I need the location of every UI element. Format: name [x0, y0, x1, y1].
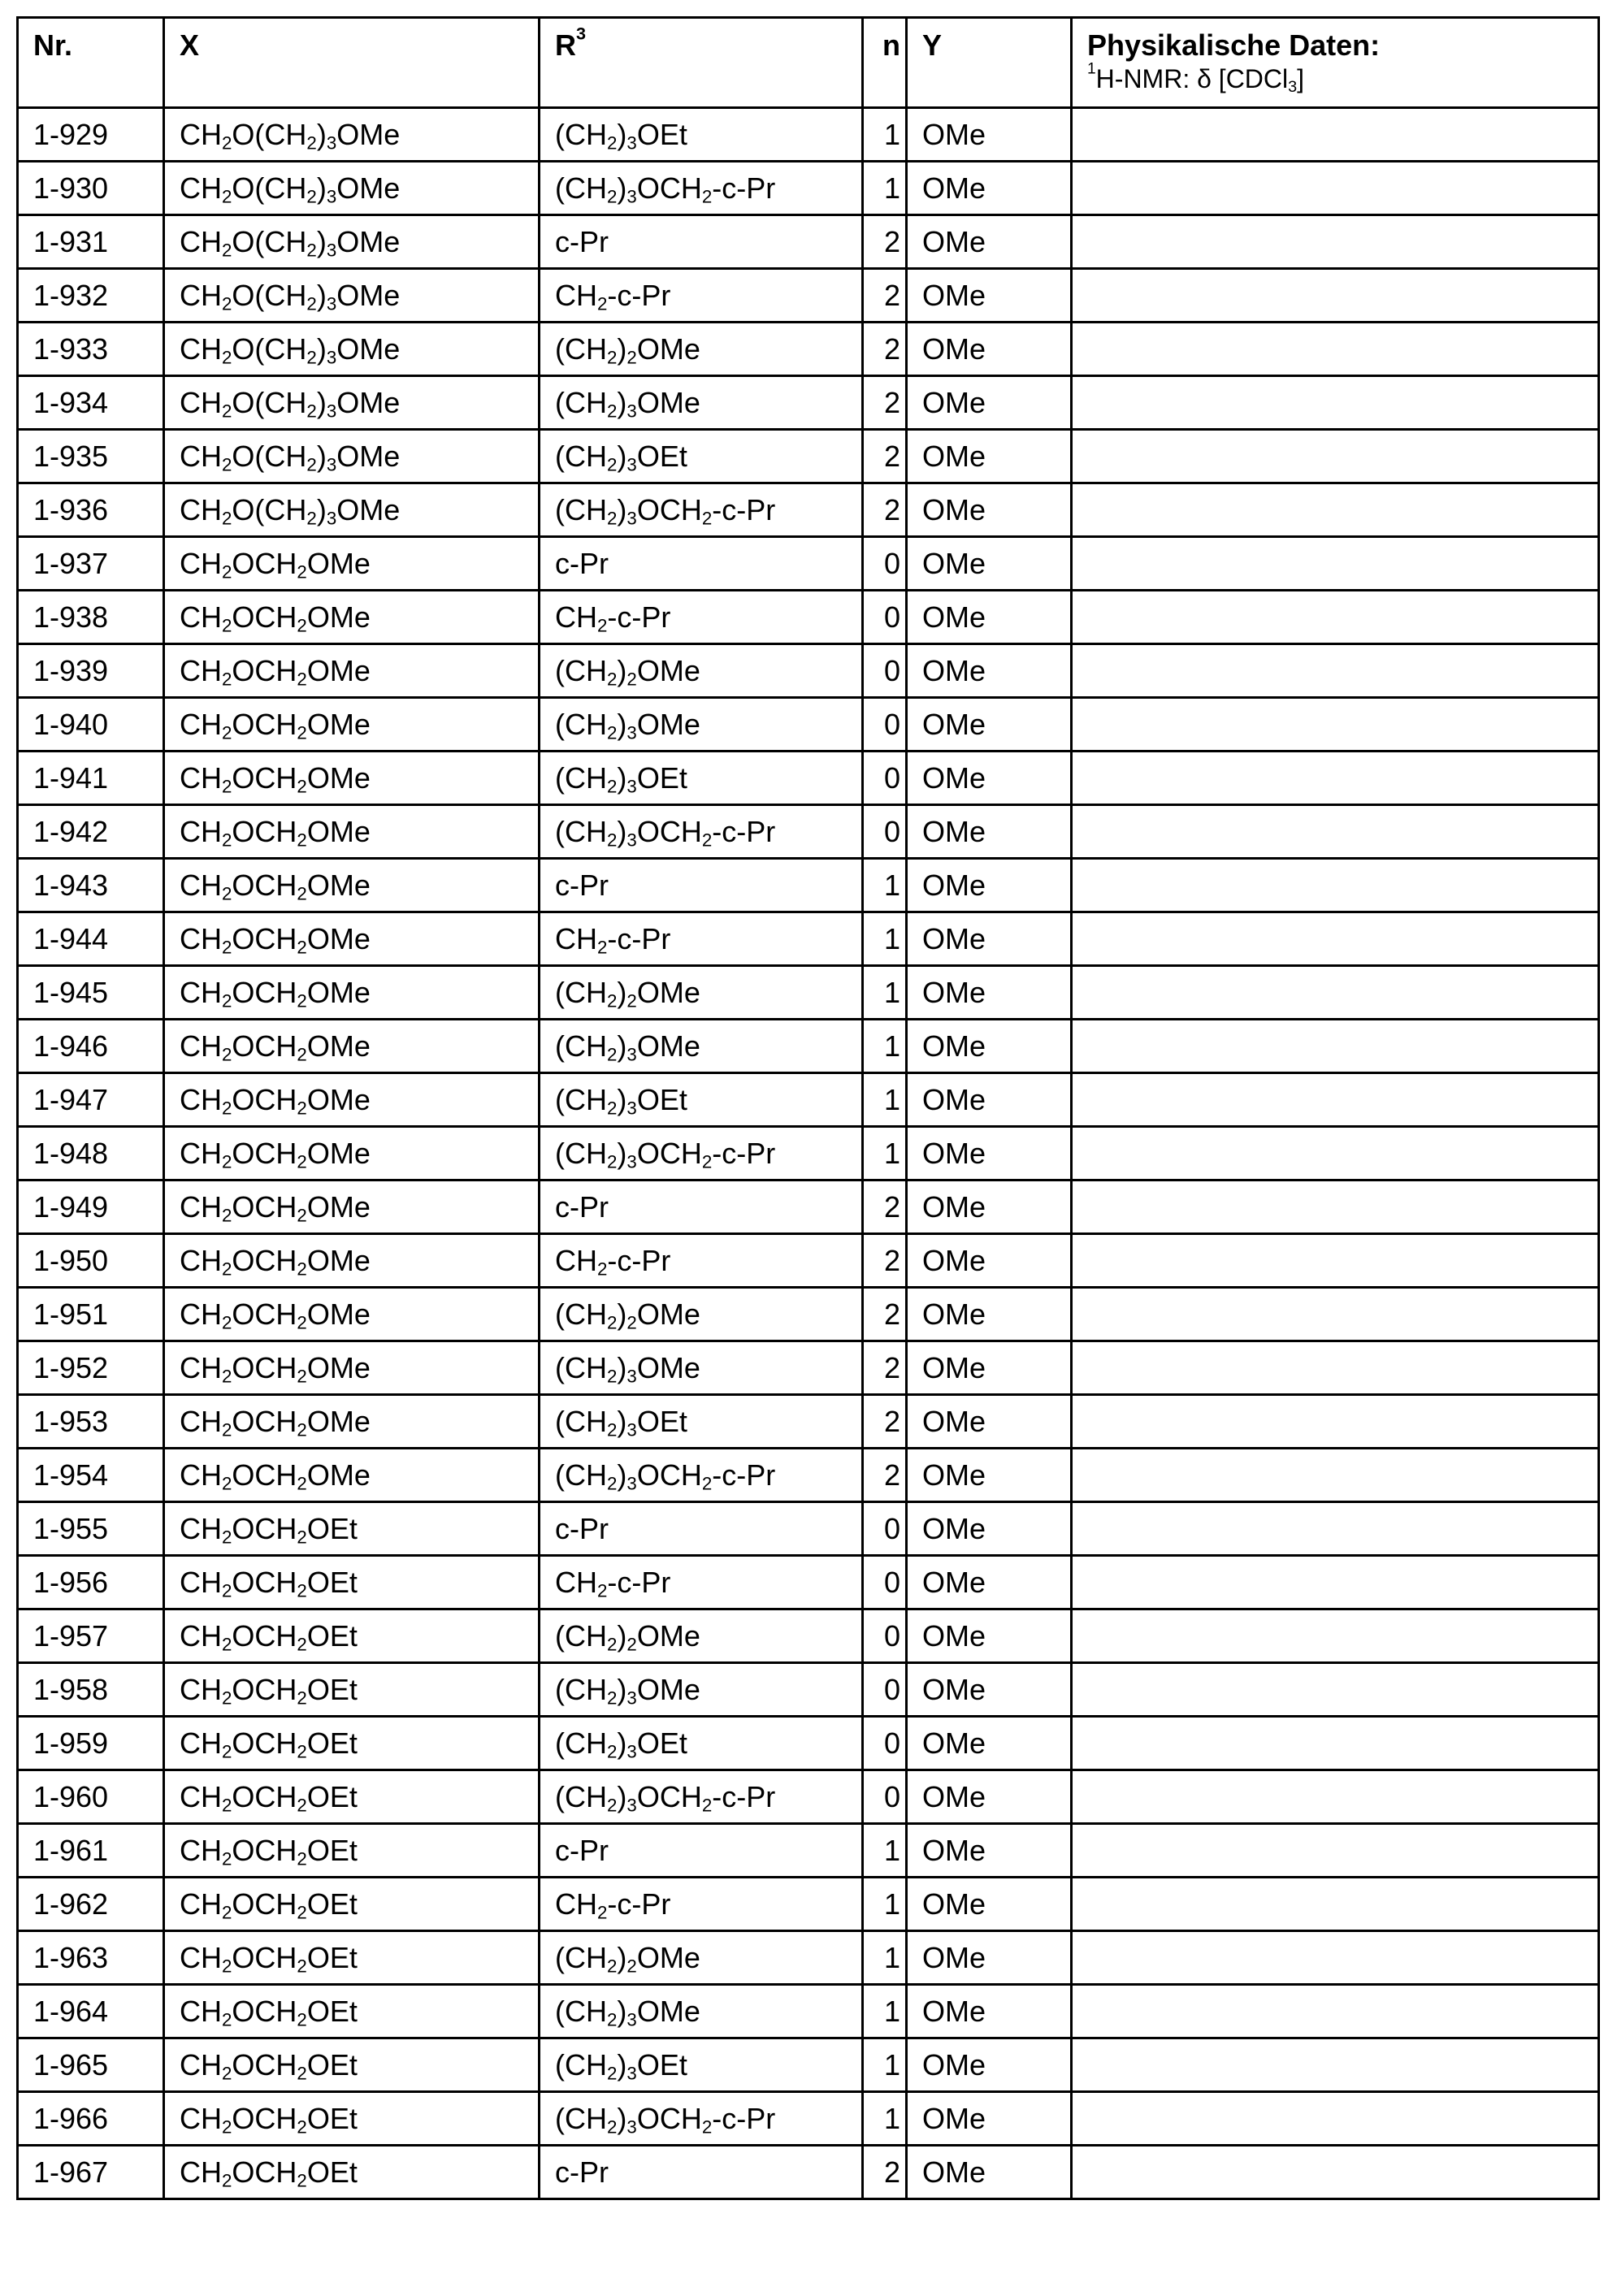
cell-x: $CH_2OCH_2OMe$	[164, 698, 540, 752]
cell-nr: 1-940	[18, 698, 164, 752]
cell-x: $CH_2O(CH_2)_3OMe$	[164, 483, 540, 537]
cell-nr: 1-935	[18, 430, 164, 483]
cell-physical-data	[1072, 859, 1599, 912]
table-row	[18, 2092, 1599, 2146]
cell-y: OMe	[907, 966, 1072, 1020]
table-row	[18, 1020, 1599, 1073]
cell-nr: 1-957	[18, 1609, 164, 1663]
cell-nr: 1-956	[18, 1556, 164, 1609]
cell-x: $CH_2OCH_2OMe$	[164, 1449, 540, 1502]
table-row	[18, 537, 1599, 591]
cell-r3: $(CH_2)_3OEt$	[540, 1395, 863, 1449]
cell-physical-data	[1072, 1663, 1599, 1717]
cell-r3: $(CH_2)_3OEt$	[540, 430, 863, 483]
cell-n: 0	[863, 805, 907, 859]
cell-nr: 1-960	[18, 1770, 164, 1824]
cell-nr: 1-930	[18, 162, 164, 215]
nmr-end: ]	[1297, 64, 1305, 93]
table-header	[18, 18, 1599, 108]
cell-n: 2	[863, 323, 907, 376]
cell-x: $CH_2OCH_2OMe$	[164, 1288, 540, 1341]
cell-n: 2	[863, 1449, 907, 1502]
cell-nr: 1-963	[18, 1931, 164, 1985]
header-n: n	[863, 18, 907, 108]
cell-nr: 1-944	[18, 912, 164, 966]
table-row	[18, 1609, 1599, 1663]
cell-r3: c-Pr	[540, 537, 863, 591]
cell-physical-data	[1072, 483, 1599, 537]
cell-physical-data	[1072, 1824, 1599, 1878]
cell-n: 1	[863, 1127, 907, 1180]
cell-nr: 1-958	[18, 1663, 164, 1717]
cell-r3: $CH_2-c-Pr$	[540, 269, 863, 323]
cell-n: 1	[863, 1020, 907, 1073]
table-row	[18, 323, 1599, 376]
cell-y: OMe	[907, 2038, 1072, 2092]
cell-y: OMe	[907, 1824, 1072, 1878]
cell-y: OMe	[907, 805, 1072, 859]
header-nr: Nr.	[18, 18, 164, 108]
cell-nr: 1-952	[18, 1341, 164, 1395]
header-r3-sup: 3	[576, 23, 587, 44]
cell-physical-data	[1072, 162, 1599, 215]
header-r3-base: R	[555, 28, 576, 62]
table-row	[18, 1127, 1599, 1180]
cell-nr: 1-954	[18, 1449, 164, 1502]
cell-y: OMe	[907, 859, 1072, 912]
cell-physical-data	[1072, 430, 1599, 483]
cell-n: 2	[863, 430, 907, 483]
cell-n: 2	[863, 483, 907, 537]
cell-physical-data	[1072, 698, 1599, 752]
cell-n: 0	[863, 752, 907, 805]
header-nmr-label	[1087, 60, 1597, 96]
cell-n: 1	[863, 1985, 907, 2038]
cell-y: OMe	[907, 2092, 1072, 2146]
cell-x: $CH_2OCH_2OEt$	[164, 1985, 540, 2038]
table-row	[18, 912, 1599, 966]
cell-nr: 1-951	[18, 1288, 164, 1341]
header-x: X	[164, 18, 540, 108]
cell-x: $CH_2O(CH_2)_3OMe$	[164, 108, 540, 162]
cell-n: 2	[863, 2146, 907, 2199]
cell-r3: c-Pr	[540, 1180, 863, 1234]
table-row	[18, 1395, 1599, 1449]
table-row	[18, 2146, 1599, 2199]
nmr-sub: 3	[1288, 77, 1298, 96]
cell-r3: $(CH_2)_3OMe$	[540, 1663, 863, 1717]
table-row	[18, 1878, 1599, 1931]
cell-n: 0	[863, 1556, 907, 1609]
cell-n: 2	[863, 1288, 907, 1341]
cell-x: $CH_2OCH_2OMe$	[164, 752, 540, 805]
cell-r3: $(CH_2)_3OMe$	[540, 1341, 863, 1395]
cell-r3: $(CH_2)_3OEt$	[540, 1717, 863, 1770]
cell-r3: $(CH_2)_2OMe$	[540, 644, 863, 698]
cell-nr: 1-945	[18, 966, 164, 1020]
cell-physical-data	[1072, 1288, 1599, 1341]
cell-physical-data	[1072, 1878, 1599, 1931]
cell-y: OMe	[907, 591, 1072, 644]
cell-physical-data	[1072, 323, 1599, 376]
cell-x: $CH_2OCH_2OEt$	[164, 1824, 540, 1878]
cell-r3: $(CH_2)_3OCH_2-c-Pr$	[540, 1127, 863, 1180]
cell-r3: $(CH_2)_3OEt$	[540, 2038, 863, 2092]
cell-r3: c-Pr	[540, 1824, 863, 1878]
cell-r3: $(CH_2)_3OCH_2-c-Pr$	[540, 1770, 863, 1824]
cell-physical-data	[1072, 1931, 1599, 1985]
cell-n: 1	[863, 2092, 907, 2146]
cell-n: 1	[863, 966, 907, 1020]
cell-x: $CH_2O(CH_2)_3OMe$	[164, 269, 540, 323]
cell-physical-data	[1072, 2038, 1599, 2092]
cell-n: 1	[863, 162, 907, 215]
cell-r3: $(CH_2)_3OEt$	[540, 108, 863, 162]
cell-x: $CH_2OCH_2OEt$	[164, 1878, 540, 1931]
cell-x: $CH_2OCH_2OMe$	[164, 1020, 540, 1073]
cell-nr: 1-964	[18, 1985, 164, 2038]
cell-x: $CH_2OCH_2OMe$	[164, 859, 540, 912]
table-row	[18, 430, 1599, 483]
cell-physical-data	[1072, 1127, 1599, 1180]
cell-physical-data	[1072, 269, 1599, 323]
cell-nr: 1-946	[18, 1020, 164, 1073]
cell-x: $CH_2O(CH_2)_3OMe$	[164, 215, 540, 269]
table-row	[18, 644, 1599, 698]
cell-nr: 1-962	[18, 1878, 164, 1931]
cell-physical-data	[1072, 1609, 1599, 1663]
cell-x: $CH_2OCH_2OMe$	[164, 805, 540, 859]
cell-nr: 1-936	[18, 483, 164, 537]
cell-nr: 1-965	[18, 2038, 164, 2092]
cell-y: OMe	[907, 1341, 1072, 1395]
table-row	[18, 859, 1599, 912]
header-y: Y	[907, 18, 1072, 108]
cell-x: $CH_2OCH_2OEt$	[164, 1663, 540, 1717]
cell-r3: $(CH_2)_3OCH_2-c-Pr$	[540, 1449, 863, 1502]
cell-y: OMe	[907, 1180, 1072, 1234]
table-row	[18, 483, 1599, 537]
cell-r3: $CH_2-c-Pr$	[540, 912, 863, 966]
cell-n: 1	[863, 1824, 907, 1878]
cell-physical-data	[1072, 1073, 1599, 1127]
cell-n: 2	[863, 1395, 907, 1449]
cell-n: 2	[863, 1341, 907, 1395]
cell-r3: $CH_2-c-Pr$	[540, 1556, 863, 1609]
cell-y: OMe	[907, 912, 1072, 966]
cell-physical-data	[1072, 1234, 1599, 1288]
cell-y: OMe	[907, 644, 1072, 698]
cell-r3: $CH_2-c-Pr$	[540, 1234, 863, 1288]
cell-physical-data	[1072, 752, 1599, 805]
cell-physical-data	[1072, 215, 1599, 269]
cell-physical-data	[1072, 1449, 1599, 1502]
table-row	[18, 162, 1599, 215]
cell-physical-data	[1072, 1020, 1599, 1073]
cell-nr: 1-941	[18, 752, 164, 805]
table-row	[18, 1985, 1599, 2038]
table-row	[18, 1824, 1599, 1878]
cell-r3: c-Pr	[540, 2146, 863, 2199]
cell-y: OMe	[907, 376, 1072, 430]
header-physical-data-title: Physikalische Daten:	[1087, 28, 1381, 62]
cell-r3: $CH_2-c-Pr$	[540, 591, 863, 644]
table-row	[18, 1717, 1599, 1770]
cell-x: $CH_2OCH_2OMe$	[164, 591, 540, 644]
cell-y: OMe	[907, 108, 1072, 162]
cell-x: $CH_2OCH_2OEt$	[164, 1609, 540, 1663]
cell-y: OMe	[907, 698, 1072, 752]
cell-nr: 1-929	[18, 108, 164, 162]
cell-n: 0	[863, 644, 907, 698]
cell-x: $CH_2OCH_2OEt$	[164, 2038, 540, 2092]
cell-x: $CH_2OCH_2OEt$	[164, 2146, 540, 2199]
cell-r3: $(CH_2)_2OMe$	[540, 1931, 863, 1985]
table-row	[18, 1770, 1599, 1824]
cell-physical-data	[1072, 537, 1599, 591]
cell-nr: 1-942	[18, 805, 164, 859]
compound-table	[16, 16, 1600, 2200]
cell-y: OMe	[907, 1717, 1072, 1770]
cell-nr: 1-953	[18, 1395, 164, 1449]
cell-r3: $(CH_2)_3OMe$	[540, 1020, 863, 1073]
cell-physical-data	[1072, 376, 1599, 430]
cell-x: $CH_2OCH_2OEt$	[164, 1931, 540, 1985]
table-row	[18, 108, 1599, 162]
cell-y: OMe	[907, 1127, 1072, 1180]
cell-r3: $(CH_2)_3OCH_2-c-Pr$	[540, 483, 863, 537]
cell-r3: $(CH_2)_3OCH_2-c-Pr$	[540, 2092, 863, 2146]
cell-nr: 1-949	[18, 1180, 164, 1234]
table-row	[18, 1663, 1599, 1717]
cell-nr: 1-938	[18, 591, 164, 644]
cell-x: $CH_2OCH_2OMe$	[164, 644, 540, 698]
table-row	[18, 269, 1599, 323]
cell-n: 2	[863, 215, 907, 269]
cell-x: $CH_2O(CH_2)_3OMe$	[164, 162, 540, 215]
cell-y: OMe	[907, 537, 1072, 591]
cell-n: 2	[863, 376, 907, 430]
cell-x: $CH_2OCH_2OEt$	[164, 1556, 540, 1609]
cell-physical-data	[1072, 1502, 1599, 1556]
cell-y: OMe	[907, 483, 1072, 537]
cell-n: 1	[863, 1931, 907, 1985]
cell-y: OMe	[907, 1878, 1072, 1931]
cell-n: 0	[863, 1770, 907, 1824]
table-row	[18, 1931, 1599, 1985]
cell-nr: 1-933	[18, 323, 164, 376]
table-row	[18, 591, 1599, 644]
cell-y: OMe	[907, 1931, 1072, 1985]
cell-y: OMe	[907, 1609, 1072, 1663]
cell-nr: 1-934	[18, 376, 164, 430]
cell-y: OMe	[907, 1770, 1072, 1824]
cell-n: 1	[863, 2038, 907, 2092]
cell-physical-data	[1072, 591, 1599, 644]
cell-n: 0	[863, 698, 907, 752]
cell-r3: c-Pr	[540, 859, 863, 912]
cell-r3: c-Pr	[540, 1502, 863, 1556]
header-physical-data	[1072, 18, 1599, 108]
cell-r3: c-Pr	[540, 215, 863, 269]
cell-physical-data	[1072, 805, 1599, 859]
cell-nr: 1-947	[18, 1073, 164, 1127]
cell-r3: $(CH_2)_3OMe$	[540, 698, 863, 752]
cell-r3: $(CH_2)_3OCH_2-c-Pr$	[540, 805, 863, 859]
cell-n: 1	[863, 859, 907, 912]
header-row	[18, 18, 1599, 108]
cell-x: $CH_2OCH_2OEt$	[164, 1502, 540, 1556]
table-row	[18, 698, 1599, 752]
cell-r3: $(CH_2)_2OMe$	[540, 966, 863, 1020]
cell-nr: 1-948	[18, 1127, 164, 1180]
cell-n: 2	[863, 1234, 907, 1288]
cell-nr: 1-959	[18, 1717, 164, 1770]
cell-x: $CH_2OCH_2OMe$	[164, 1180, 540, 1234]
cell-nr: 1-943	[18, 859, 164, 912]
cell-y: OMe	[907, 1288, 1072, 1341]
table-row	[18, 752, 1599, 805]
cell-x: $CH_2OCH_2OEt$	[164, 1717, 540, 1770]
cell-y: OMe	[907, 1395, 1072, 1449]
cell-n: 2	[863, 1180, 907, 1234]
cell-y: OMe	[907, 162, 1072, 215]
cell-physical-data	[1072, 2146, 1599, 2199]
cell-x: $CH_2OCH_2OMe$	[164, 1073, 540, 1127]
cell-physical-data	[1072, 966, 1599, 1020]
cell-r3: $(CH_2)_3OMe$	[540, 376, 863, 430]
cell-physical-data	[1072, 1395, 1599, 1449]
cell-n: 0	[863, 1717, 907, 1770]
cell-physical-data	[1072, 2092, 1599, 2146]
table-row	[18, 1449, 1599, 1502]
cell-n: 0	[863, 1502, 907, 1556]
cell-y: OMe	[907, 215, 1072, 269]
cell-r3: $(CH_2)_2OMe$	[540, 1288, 863, 1341]
table-row	[18, 1502, 1599, 1556]
cell-x: $CH_2OCH_2OMe$	[164, 1341, 540, 1395]
cell-r3: $(CH_2)_3OEt$	[540, 752, 863, 805]
cell-x: $CH_2OCH_2OEt$	[164, 1770, 540, 1824]
cell-x: $CH_2O(CH_2)_3OMe$	[164, 323, 540, 376]
cell-y: OMe	[907, 1556, 1072, 1609]
cell-physical-data	[1072, 1717, 1599, 1770]
table-row	[18, 1073, 1599, 1127]
cell-x: $CH_2O(CH_2)_3OMe$	[164, 430, 540, 483]
table-row	[18, 376, 1599, 430]
cell-physical-data	[1072, 108, 1599, 162]
cell-nr: 1-950	[18, 1234, 164, 1288]
cell-n: 1	[863, 1878, 907, 1931]
cell-physical-data	[1072, 644, 1599, 698]
cell-x: $CH_2OCH_2OMe$	[164, 1234, 540, 1288]
cell-n: 0	[863, 537, 907, 591]
cell-nr: 1-955	[18, 1502, 164, 1556]
cell-nr: 1-931	[18, 215, 164, 269]
cell-nr: 1-932	[18, 269, 164, 323]
cell-x: $CH_2OCH_2OMe$	[164, 1395, 540, 1449]
cell-r3: $(CH_2)_3OCH_2-c-Pr$	[540, 162, 863, 215]
cell-x: $CH_2OCH_2OMe$	[164, 966, 540, 1020]
cell-r3: $(CH_2)_2OMe$	[540, 1609, 863, 1663]
cell-x: $CH_2OCH_2OMe$	[164, 537, 540, 591]
nmr-sup: 1	[1087, 60, 1096, 78]
cell-n: 2	[863, 269, 907, 323]
cell-y: OMe	[907, 1073, 1072, 1127]
cell-nr: 1-961	[18, 1824, 164, 1878]
table-row	[18, 215, 1599, 269]
cell-y: OMe	[907, 1020, 1072, 1073]
cell-nr: 1-937	[18, 537, 164, 591]
nmr-text: H-NMR: δ [CDCl	[1095, 64, 1289, 93]
cell-physical-data	[1072, 1556, 1599, 1609]
cell-y: OMe	[907, 323, 1072, 376]
table-row	[18, 1180, 1599, 1234]
table-body	[18, 108, 1599, 2199]
cell-y: OMe	[907, 1985, 1072, 2038]
cell-x: $CH_2OCH_2OEt$	[164, 2092, 540, 2146]
cell-r3: $CH_2-c-Pr$	[540, 1878, 863, 1931]
table-row	[18, 966, 1599, 1020]
table-row	[18, 2038, 1599, 2092]
table-row	[18, 1341, 1599, 1395]
cell-physical-data	[1072, 1770, 1599, 1824]
table-row	[18, 1556, 1599, 1609]
cell-x: $CH_2OCH_2OMe$	[164, 912, 540, 966]
cell-y: OMe	[907, 2146, 1072, 2199]
cell-y: OMe	[907, 1663, 1072, 1717]
table-row	[18, 805, 1599, 859]
cell-n: 0	[863, 591, 907, 644]
cell-x: $CH_2O(CH_2)_3OMe$	[164, 376, 540, 430]
cell-y: OMe	[907, 1234, 1072, 1288]
cell-y: OMe	[907, 430, 1072, 483]
cell-r3: $(CH_2)_2OMe$	[540, 323, 863, 376]
header-r3	[540, 18, 863, 108]
cell-y: OMe	[907, 1502, 1072, 1556]
cell-nr: 1-967	[18, 2146, 164, 2199]
cell-r3: $(CH_2)_3OEt$	[540, 1073, 863, 1127]
table-row	[18, 1288, 1599, 1341]
cell-y: OMe	[907, 269, 1072, 323]
cell-n: 0	[863, 1609, 907, 1663]
cell-n: 1	[863, 1073, 907, 1127]
cell-r3: $(CH_2)_3OMe$	[540, 1985, 863, 2038]
cell-physical-data	[1072, 912, 1599, 966]
table-row	[18, 1234, 1599, 1288]
cell-nr: 1-939	[18, 644, 164, 698]
cell-physical-data	[1072, 1341, 1599, 1395]
cell-x: $CH_2OCH_2OMe$	[164, 1127, 540, 1180]
cell-nr: 1-966	[18, 2092, 164, 2146]
cell-n: 1	[863, 108, 907, 162]
cell-y: OMe	[907, 1449, 1072, 1502]
cell-physical-data	[1072, 1985, 1599, 2038]
cell-n: 1	[863, 912, 907, 966]
cell-n: 0	[863, 1663, 907, 1717]
cell-physical-data	[1072, 1180, 1599, 1234]
cell-y: OMe	[907, 752, 1072, 805]
